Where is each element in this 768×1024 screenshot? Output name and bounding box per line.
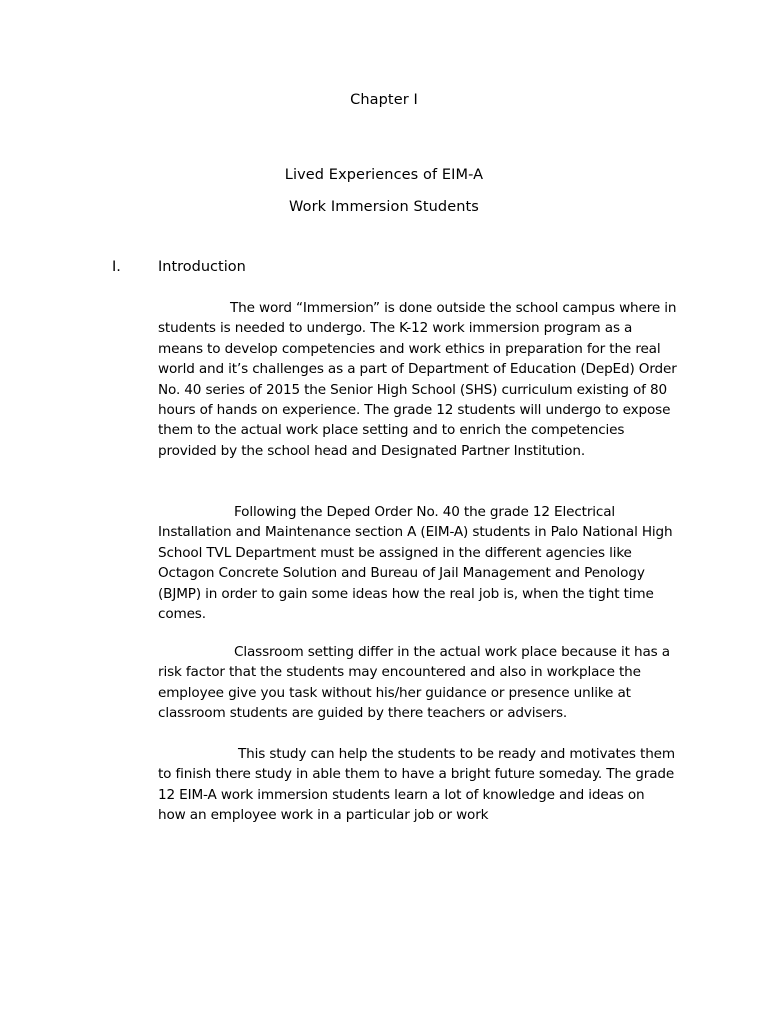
paragraph-line: Octagon Concrete Solution and Bureau of Jail Management and Penology <box>158 565 645 582</box>
paragraph-1 <box>158 298 678 461</box>
paragraph-line: provided by the school head and Designated Partner Institution. <box>158 442 585 459</box>
paragraph-line: students is needed to undergo. The K-12 work immersion program as a <box>158 320 633 337</box>
paragraph-line: them to the actual work place setting and to enrich the competencies <box>158 422 625 439</box>
paragraph-line: No. 40 series of 2015 the Senior High School (SHS) curriculum existing of 80 <box>158 381 667 398</box>
paragraph-2 <box>158 502 678 624</box>
title-line-1: Lived Experiences of EIM-A <box>284 167 484 183</box>
paragraph-line: School TVL Department must be assigned in the different agencies like <box>158 544 632 561</box>
paragraph-line: employee give you task without his/her guidance or presence unlike at <box>158 684 631 701</box>
paragraph-line: classroom students are guided by there teachers or advisers. <box>158 705 568 722</box>
paragraph-line: means to develop competencies and work ethics in preparation for the real <box>158 340 661 357</box>
paragraph-line: Classroom setting differ in the actual work place because it has a <box>234 644 670 660</box>
section-title: Introduction <box>158 259 246 275</box>
chapter-heading: Chapter I <box>350 92 418 108</box>
paragraph-line: Installation and Maintenance section A (EIM-A) students in Palo National High <box>158 524 673 541</box>
paragraph-line: The word “Immersion” is done outside the school campus where in <box>230 300 677 316</box>
paragraph-line: hours of hands on experience. The grade 12 students will undergo to expose <box>158 402 671 419</box>
title-line-2: Work Immersion Students <box>289 199 479 215</box>
paragraph-line: Following the Deped Order No. 40 the grade 12 Electrical <box>234 504 616 520</box>
paragraph-line: 12 EIM-A work immersion students learn a lot of knowledge and ideas on <box>158 786 645 803</box>
paragraph-line: comes. <box>158 606 206 623</box>
section-number: I. <box>112 259 121 275</box>
paragraph-line: (BJMP) in order to gain some ideas how the real job is, when the tight time <box>158 585 654 602</box>
paragraph-line: This study can help the students to be ready and motivates them <box>238 746 675 762</box>
paragraph-4 <box>158 744 678 826</box>
paragraph-3 <box>158 642 678 724</box>
paragraph-line: world and it’s challenges as a part of Department of Education (DepEd) Order <box>158 361 677 378</box>
paragraph-line: risk factor that the students may encountered and also in workplace the <box>158 664 641 681</box>
paragraph-line: how an employee work in a particular job or work <box>158 807 489 824</box>
paragraph-line: to finish there study in able them to have a bright future someday. The grade <box>158 766 675 783</box>
